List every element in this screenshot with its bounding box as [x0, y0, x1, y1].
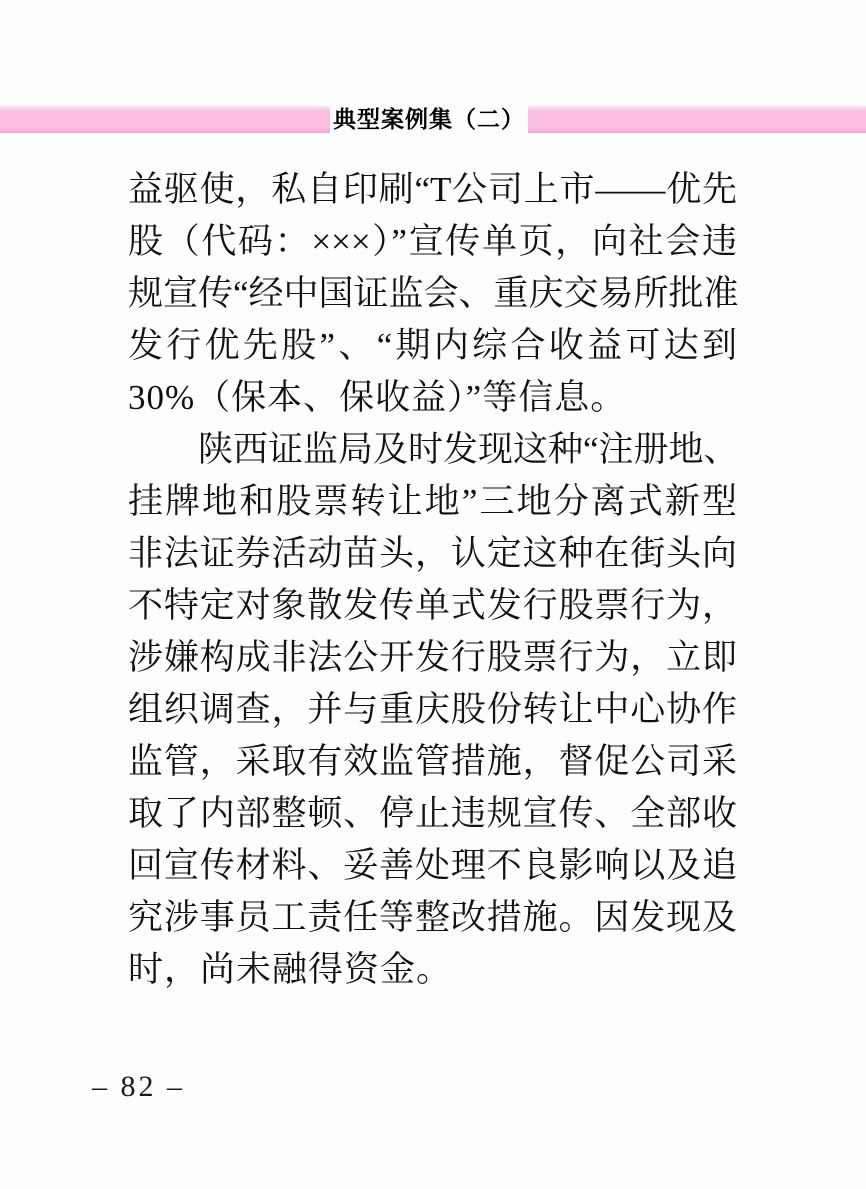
text-line: 不特定对象散发传单式发行股票行为， — [128, 586, 737, 625]
text-line: 回宣传材料、妥善处理不良影响以及追 — [128, 846, 737, 885]
text-line: 30%（保本、保收益）”等信息。 — [128, 378, 627, 417]
page-header-title: 典型案例集（二） — [333, 106, 525, 132]
text-line: 挂牌地和股票转让地”三地分离式新型 — [128, 482, 737, 521]
text-line: 股（代码：×××）”宣传单页，向社会违 — [128, 222, 737, 261]
text-line: 非法证券活动苗头，认定这种在街头向 — [128, 534, 737, 573]
text-line: 组织调查，并与重庆股份转让中心协作 — [128, 690, 737, 729]
text-line: 益驱使，私自印刷“T公司上市——优先 — [128, 170, 737, 209]
text-line: 监管，采取有效监管措施，督促公司采 — [128, 742, 737, 781]
header-bar-left — [0, 106, 330, 133]
text-line: 究涉事员工责任等整改措施。因发现及 — [128, 898, 737, 937]
text-line: 陕西证监局及时发现这种“注册地、 — [198, 430, 739, 469]
text-line: 规宣传“经中国证监会、重庆交易所批准 — [128, 274, 739, 313]
body-text-block — [128, 164, 737, 996]
text-line: 取了内部整顿、停止违规宣传、全部收 — [128, 794, 737, 833]
text-line: 涉嫌构成非法公开发行股票行为，立即 — [128, 638, 737, 677]
header-bar-right — [528, 106, 866, 133]
page-number: – 82 – — [92, 1070, 185, 1103]
text-line: 时，尚未融得资金。 — [128, 950, 453, 989]
text-line: 发行优先股”、“期内综合收益可达到 — [128, 326, 737, 365]
running-head — [0, 106, 866, 133]
